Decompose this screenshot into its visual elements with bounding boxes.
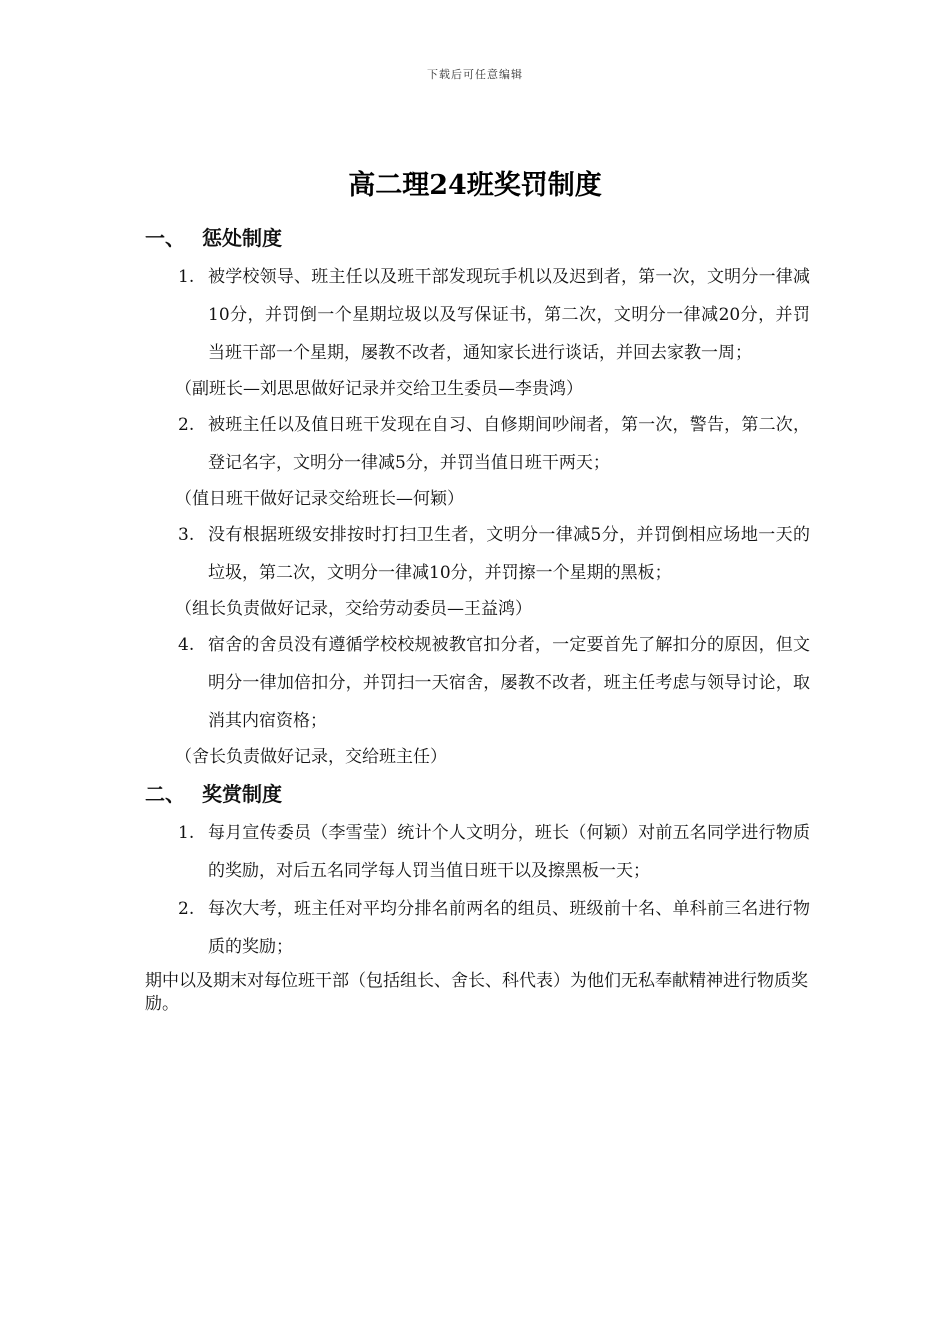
list-item — [178, 626, 810, 740]
item-number: 3. — [178, 525, 195, 545]
item-text: 每次大考，班主任对平均分排名前两名的组员、班级前十名、单科前三名进行物质的奖励； — [208, 899, 810, 957]
closing-paragraph: 期中以及期末对每位班干部（包括组长、舍长、科代表）为他们无私奉献精神进行物质奖励。 — [145, 971, 808, 1014]
section-heading-penalty — [145, 218, 810, 258]
item-number: 4. — [178, 635, 195, 655]
item-text: 没有根据班级安排按时打扫卫生者，文明分一律减5分，并罚倒相应场地一天的垃圾，第二次，文明分一律减10分，并罚擦一个星期的黑板； — [208, 525, 810, 583]
item-number: 1. — [178, 823, 195, 843]
section-title: 奖赏制度 — [202, 782, 282, 806]
list-item — [178, 890, 810, 966]
list-item — [178, 406, 810, 482]
item-text: 被学校领导、班主任以及班干部发现玩手机以及迟到者，第一次，文明分一律减10分，并罚倒一个星期垃圾以及写保证书，第二次，文明分一律减20分，并罚当班干部一个星期，屡教不改者，通知家长进行谈话，并回去家教一周； — [208, 267, 810, 363]
section-number: 二、 — [145, 782, 185, 806]
item-text: 被班主任以及值日班干发现在自习、自修期间吵闹者，第一次，警告，第二次，登记名字，文明分一律减5分，并罚当值日班干两天； — [208, 415, 810, 473]
item-number: 2. — [178, 899, 195, 919]
header-note: 下载后可任意编辑 — [427, 68, 523, 81]
item-text: 宿舍的舍员没有遵循学校校规被教官扣分者，一定要首先了解扣分的原因，但文明分一律加倍扣分，并罚扫一天宿舍，屡教不改者，班主任考虑与领导讨论，取消其内宿资格； — [208, 635, 810, 731]
item-note: （副班长—刘思思做好记录并交给卫生委员—李贵鸿） — [175, 379, 583, 399]
document-title: 高二理24班奖罚制度 — [348, 170, 602, 201]
list-item — [178, 814, 810, 890]
document-body — [145, 218, 810, 1016]
section-title: 惩处制度 — [202, 226, 282, 250]
item-note: （值日班干做好记录交给班长—何颖） — [175, 489, 464, 509]
item-number: 1. — [178, 267, 195, 287]
section-heading-reward — [145, 774, 810, 814]
section-number: 一、 — [145, 226, 185, 250]
list-item — [178, 258, 810, 372]
item-note: （组长负责做好记录，交给劳动委员—王益鸿） — [175, 599, 532, 619]
item-note: （舍长负责做好记录，交给班主任） — [175, 747, 447, 767]
list-item — [178, 516, 810, 592]
item-text: 每月宣传委员（李雪莹）统计个人文明分，班长（何颖）对前五名同学进行物质的奖励，对后五名同学每人罚当值日班干以及擦黑板一天； — [208, 823, 810, 881]
item-number: 2. — [178, 415, 195, 435]
